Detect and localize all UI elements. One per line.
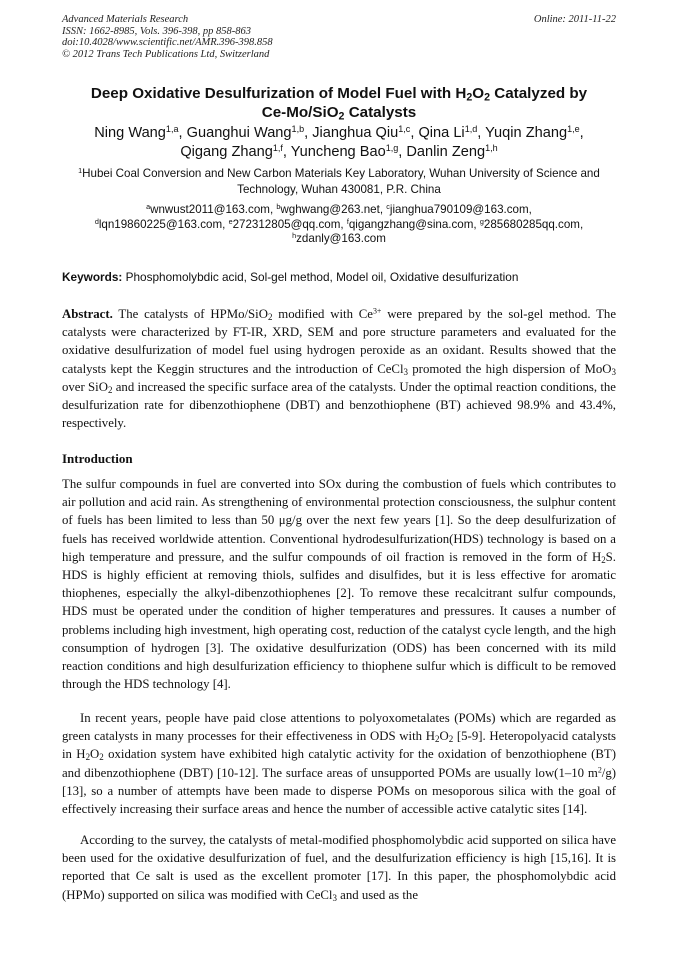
- email-link[interactable]: qigangzhang@sina.com: [348, 217, 474, 231]
- paragraph: According to the survey, the catalysts of metal-modified phosphomolybdic acid supported on silica have been used for the oxidative desulfurization of fuel, and the desulfurization efficiency is high [15,16]. It is reported that Ce salt is used as the excellent promoter [17]. In this paper, the phosphomolybdic acid (HPMo) supported on silica was modified with CeCl$_3$ and used as the: [62, 833, 616, 903]
- paragraph: In recent years, people have paid close attentions to polyoxometalates (POMs) which are regarded as green catalysts in many processes for their effectiveness in ODS with $H_2O_2$ [5-9]. Heteropolyacid catalysts in $H_2O_2$ oxidation system have exhibited high catalytic activity for the oxidation of benzothiophene (BT) and dibenzothiophene (DBT) [10-12]. The surface areas of unsupported POMs are usually low(1–10 $m^2/g$) [13], so a number of attempts have been made to disperse POMs on mesoporous silica with the goal of effectively increasing their surface areas and hence the number of accessible active catalytic sites [14].: [62, 711, 616, 817]
- paper-title: Deep Oxidative Desulfurization of Model Fuel with $H_2O_2$ Catalyzed by Ce-Mo/SiO$_2$ Catalysts: [90, 85, 588, 123]
- email-link[interactable]: wnwust2011@163.com: [150, 203, 270, 216]
- author: Danlin Zeng$^{1,h}$: [406, 143, 498, 160]
- keywords-label: Keywords:: [62, 270, 123, 284]
- issn-line: ISSN: 1662-8985, Vols. 396-398, pp 858-863: [62, 25, 251, 37]
- email-link[interactable]: zdanly@163.com: [296, 232, 386, 245]
- abstract: Abstract. The catalysts of HPMo/SiO$_2$ modified with $Ce^{3+}$ were prepared by the sol-gel method. The catalysts were characterized by FT-IR, XRD, SEM and pore structure parameters and evaluated for the oxidative desulfurization of model fuel using hydrogen peroxide as an oxidant. Results showed that the catalysts kept the Keggin structures and the introduction of CeCl$_3$ promoted the high dispersion of MoO$_3$ over SiO$_2$ and increased the specific surface area of the catalysts. Under the optimal reaction conditions, the desulfurization rate for dibenzothiophene (DBT) and benzothiophene (BT) achieved 98.9% and 43.4%, respectively.: [62, 306, 617, 431]
- author: Qina Li$^{1,d}$: [418, 124, 478, 141]
- author: Yuqin Zhang$^{1,e}$: [485, 124, 580, 141]
- online-date: Online: 2011-11-22: [533, 14, 616, 25]
- keywords: [62, 270, 616, 285]
- section-heading-introduction: Introduction: [62, 451, 133, 466]
- email-link[interactable]: 285680285qq.com: [483, 217, 580, 231]
- author: Ning Wang$^{1,a}$: [94, 124, 179, 141]
- email-link[interactable]: lqn19860225@163.com: [98, 217, 223, 231]
- author: Yuncheng Bao$^{1,g}$: [290, 143, 399, 160]
- journal-name: Advanced Materials Research: [62, 14, 189, 25]
- doi-line: doi:10.4028/www.scientific.net/AMR.396-398.858: [62, 37, 273, 48]
- author-emails: $^a$wnwust2011@163.com, $^b$wghwang@263.net, $^c$jianghua790109@163.com, $^d$lqn19860225@163.com, $^e$272312805@qq.com, $^f$qigangzhang@sina.com, $^g$285680285qq.com, $^h$zdanly@163.com: [94, 202, 584, 245]
- email-link[interactable]: 272312805@qq.com: [232, 217, 341, 231]
- author: Guanghui Wang$^{1,b}$: [186, 124, 305, 141]
- email-link[interactable]: jianghua790109@163.com: [389, 203, 529, 216]
- affiliation: $^1$Hubei Coal Conversion and New Carbon Materials Key Laboratory, Wuhan University of Science and Technology, Wuhan 430081, P.R. China: [78, 166, 600, 196]
- copyright-line: © 2012 Trans Tech Publications Ltd, Switzerland: [62, 48, 270, 60]
- author: Jianghua Qiu$^{1,c}$: [312, 124, 411, 141]
- keywords-text: Phosphomolybdic acid, Sol-gel method, Model oil, Oxidative desulfurization: [125, 270, 519, 284]
- journal-header: [62, 14, 616, 60]
- author-list: Ning Wang$^{1,a}$, Guanghui Wang$^{1,b}$, Jianghua Qiu$^{1,c}$, Qina Li$^{1,d}$, Yuqin Zhang$^{1,e}$, Qigang Zhang$^{1,f}$, Yuncheng Bao$^{1,g}$, Danlin Zeng$^{1,h}$: [94, 124, 584, 160]
- email-link[interactable]: wghwang@263.net: [280, 203, 380, 216]
- author: Qigang Zhang$^{1,f}$: [180, 143, 283, 160]
- paragraph: The sulfur compounds in fuel are converted into SOx during the combustion of fuels which contributes to air pollution and acid rain. As strengthening of environmental protection consciousness, the sulphur content of fuels has been limited to less than 50 μg/g over the next few years [1]. So the deep desulfurization of fuels has received worldwide attention. Conventional hydrodesulfurization(HDS) technology is based on a high temperature and pressure, and the sulfur compounds of oil fraction is removed in the form of $H_2S$. HDS is highly efficient at removing thiols, sulfides and disulfides, but it is less effective for aromatic thiophenes, especially the alkyl-dibenzothiophenes [2]. To remove these recalcitrant sulfur compounds, HDS must be operated under the condition of higher temperatures and pressures. It causes a number of problems including high investment, high operating cost, reduction of the catalyst cycle length, and the high consumption of hydrogen [3]. The oxidative desulfurization (ODS) has been concerned with its mild reaction conditions and high desulfurization efficiency to thiophene sulfur which is difficult to be removed through the HDS technology [4].: [62, 477, 616, 692]
- abstract-label: Abstract.: [62, 307, 113, 321]
